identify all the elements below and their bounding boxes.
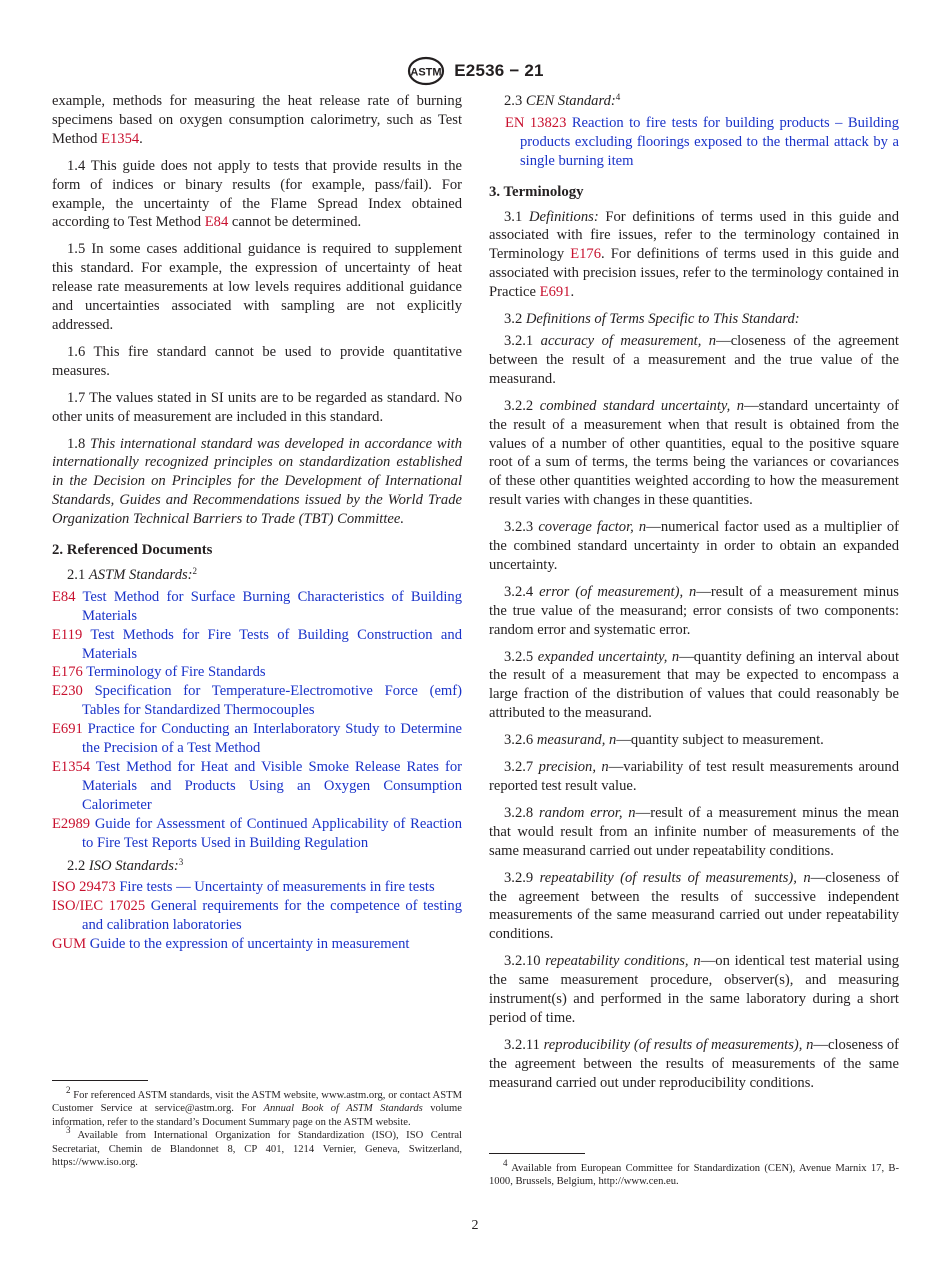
paragraph-1-7: 1.7 The values stated in SI units are to be regarded as standard. No other units of measurement are included in this standard. [52,389,462,425]
definitions-list [489,332,899,1093]
definition-item: 3.2.7 precision, n—variability of test result measurements around reported test result value. [489,759,900,794]
definition-item: 3.2.2 combined standard uncertainty, n—standard uncertainty of the result of a measurement when that result is obtained from the values of a number of other quantities, equal to the positive square root of a sum of terms, the terms being the variances or covariances of these other quantities weighted according to how the measurement result varies with changes in these quantities. [489,397,899,509]
section-2-heading: 2. Referenced Documents [52,542,213,559]
astm-logo-icon [406,56,446,86]
reference-item[interactable]: E2989 Guide for Assessment of Continued Applicability of Reaction to Fire Test Reports Used in Building Regulation [52,815,462,851]
paragraph-3-2: 3.2 Definitions of Terms Specific to This Standard: [504,311,800,328]
page-number: 2 [471,1218,479,1233]
footnotes-left [52,1085,462,1169]
footnote-4: $^4$ Available from European Committee for Standardization (CEN), Avenue Marnix 17, B-1000, Brussels, Belgium, http://www.cen.eu. [489,1158,899,1188]
subsection-2-3: 2.3 CEN Standard:$^4$ [504,92,621,109]
paragraph-1-4: 1.4 This guide does not apply to tests that provide results in the form of indices or binary results (for example, pass/fail). For example, the uncertainty of the Flame Spread Index obtained according to Test Method E84 cannot be determined. [52,157,462,231]
definition-item: 3.2.5 expanded uncertainty, n—quantity defining an interval about the result of a measurement that may be expected to encompass a large fraction of the distribution of values that could reasonably be attributed to the measurand. [489,648,899,722]
logo-text: ASTM [410,66,442,79]
ref-link-e84[interactable]: E84 [204,214,229,231]
reference-item[interactable]: E176 Terminology of Fire Standards [52,664,266,681]
definition-item: 3.2.3 coverage factor, n—numerical factor used as a multiplier of the combined standard uncertainty in order to obtain an expanded uncertainty. [489,519,899,573]
right-column [489,92,899,1101]
reference-item[interactable]: ISO/IEC 17025 General requirements for the competence of testing and calibration laboratories [52,898,462,934]
reference-item[interactable]: E230 Specification for Temperature-Electromotive Force (emf) Tables for Standardized Thermocouples [52,683,462,719]
reference-item[interactable]: GUM Guide to the expression of uncertainty in measurement [52,936,410,953]
paragraph-3-1: 3.1 Definitions: For definitions of terms used in this guide and associated with fire issues, refer to the terminology contained in Terminology E176. For definitions of terms used in this guide and associated with precision issues, refer to the terminology contained in Practice E691. [489,208,899,301]
definition-item: 3.2.4 error (of measurement), n—result of a measurement minus the true value of the measurand; error consists of two components: random error and systematic error. [489,583,899,638]
reference-item[interactable]: EN 13823 Reaction to fire tests for building products – Building products excluding floorings exposed to the thermal attack by a single burning item [505,114,899,169]
definition-item: 3.2.1 accuracy of measurement, n—closeness of the agreement between the result of a measurement and the true value of the measurand. [489,332,899,387]
reference-item[interactable]: ISO 29473 Fire tests — Uncertainty of measurements in fire tests [52,879,435,896]
ref-link-e176[interactable]: E176 [570,246,602,263]
section-3-heading: 3. Terminology [489,183,584,200]
footnote-rule-right [489,1153,585,1154]
iso-reference-list [52,878,462,954]
reference-item[interactable]: E691 Practice for Conducting an Interlaboratory Study to Determine the Precision of a Test Method [52,721,463,757]
footnote-3: $^3$ Available from International Organization for Standardization (ISO), ISO Central Secretariat, Chemin de Blandonnet 8, CP 401, 1214 Vernier, Geneva, Switzerland, https://www.iso.org. [52,1125,462,1169]
definition-item: 3.2.9 repeatability (of results of measurements), n—closeness of the agreement between the results of successive independent measurements of the same measurand carried out under repeatability conditions. [489,869,899,943]
left-column [52,92,462,954]
paragraph-1-6: 1.6 This fire standard cannot be used to provide quantitative measures. [52,343,462,379]
paragraph-1-8: 1.8 This international standard was developed in accordance with internationally recognized principles on standardization established in the Decision on Principles for the Development of International Standards, Guides and Recommendations issued by the World Trade Organization Technical Barriers to Trade (TBT) Committee. [52,435,463,528]
astm-reference-list [52,588,462,853]
reference-item[interactable]: E119 Test Methods for Fire Tests of Building Construction and Materials [52,626,462,662]
definition-item: 3.2.8 random error, n—result of a measurement minus the mean that would result from an infinite number of measurements of the same measurand carried out under repeatability conditions. [489,804,899,859]
designation: E2536 − 21 [454,61,544,80]
definition-item: 3.2.10 repeatability conditions, n—on identical test material using the same measurement procedure, observer(s), and measuring instrument(s) and performed in the same laboratory during a short period of time. [489,953,900,1026]
paragraph-1-5: 1.5 In some cases additional guidance is required to supplement this standard. For example, the expression of uncertainty of heat release rate measurements at low levels requires additional guidance and uncertainties associated with sampling are not explicitly addressed. [52,241,462,333]
footnote-rule-left [52,1080,148,1081]
reference-item[interactable]: E1354 Test Method for Heat and Visible Smoke Release Rates for Materials and Products Using an Oxygen Consumption Calorimeter [52,759,462,813]
subsection-2-2: 2.2 ISO Standards:$^3$ [67,856,184,874]
footnote-2: $^2$ For referenced ASTM standards, visit the ASTM website, www.astm.org, or contact ASTM Customer Service at service@astm.org. For Annual Book of ASTM Standards volume information, refer to the standard’s Document Summary page on the ASTM website. [52,1085,462,1128]
reference-item[interactable]: E84 Test Method for Surface Burning Characteristics of Building Materials [52,588,462,624]
paragraph-1-3-cont: example, methods for measuring the heat release rate of burning specimens based on oxygen consumption calorimetry, such as Test Method E1354. [52,93,462,147]
definition-item: 3.2.11 reproducibility (of results of measurements), n—closeness of the agreement between the results of measurements of the same measurand carried out under reproducibility conditions. [489,1036,900,1091]
footnotes-right [489,1158,899,1189]
subsection-2-1: 2.1 ASTM Standards:$^2$ [67,565,198,583]
definition-item: 3.2.6 measurand, n—quantity subject to measurement. [504,732,824,749]
page-header [0,56,950,86]
ref-link-e691[interactable]: E691 [539,284,571,301]
ref-link-e1354[interactable]: E1354 [101,130,140,147]
